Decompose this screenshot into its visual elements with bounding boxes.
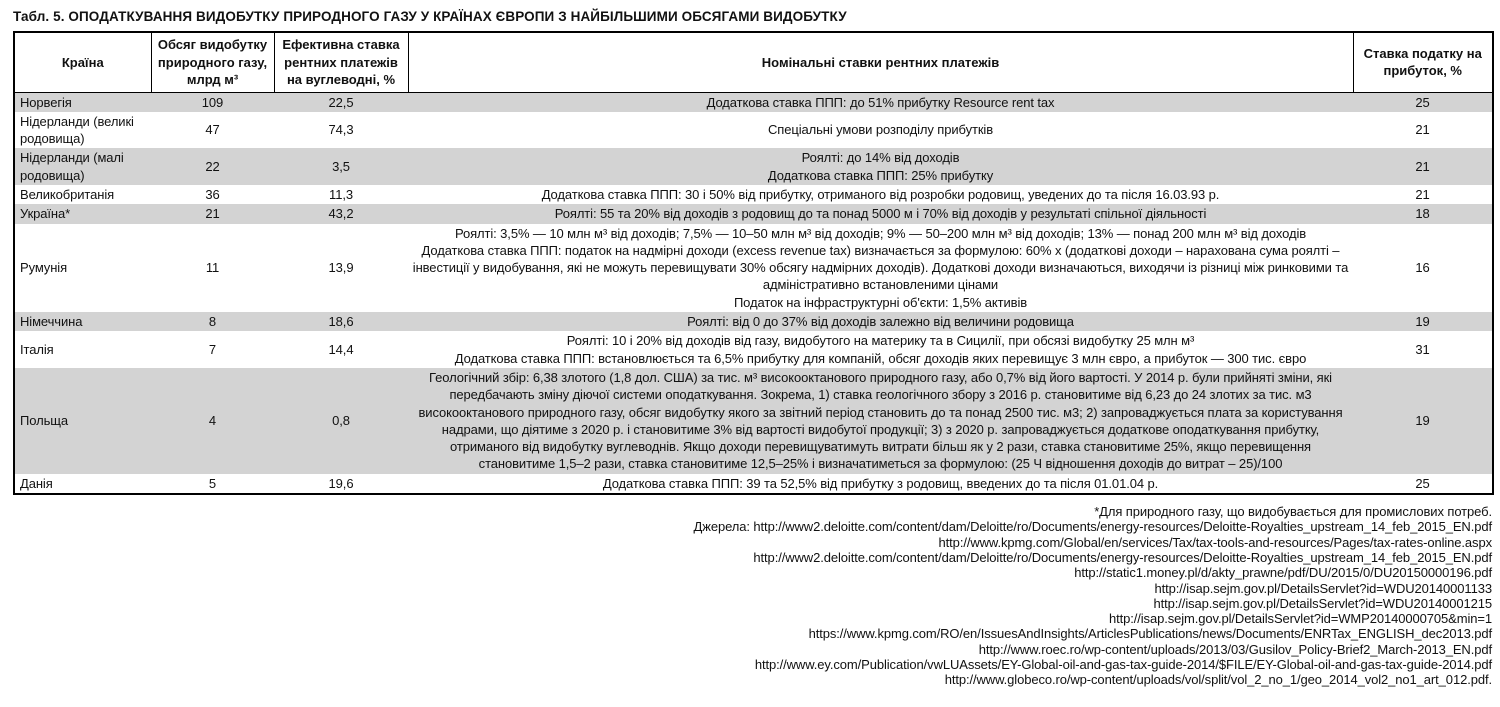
- profit-tax-cell: 18: [1415, 206, 1430, 222]
- header-cell-volume: Обсяг видобутку природного газу, млрд м³: [151, 32, 274, 92]
- nominal-rate-line: Додаткова ставка ППП: податок на надмірні доходи (excess revenue tax) визначається за формулою: 60% х (додаткові доходи – нарахована сума роялті – інвестиції у видобування, які не можуть перевищувати 30% обсягу надмірних доходів). Додаткові доходи визначаються, виходячи із різниці між ринковими та адміністративно встановленими цінами: [412, 242, 1349, 293]
- source-line: http://isap.sejm.gov.pl/DetailsServlet?id=WMP20140000705&min=1: [1108, 611, 1492, 627]
- effective-rate-cell: 11,3: [329, 186, 353, 202]
- volume-cell: 36: [205, 186, 220, 202]
- table-row: [14, 112, 1493, 149]
- effective-rate-cell: 19,6: [328, 475, 354, 491]
- nominal-rate-line: Додаткова ставка ППП: 25% прибутку: [767, 167, 994, 183]
- table-row: [14, 474, 1493, 494]
- table-row: [14, 368, 1493, 474]
- table-row: [14, 312, 1493, 331]
- country-cell: Україна*: [20, 206, 71, 222]
- country-cell: Румунія: [20, 260, 68, 276]
- country-cell: Великобританія: [20, 186, 115, 202]
- header-row: [14, 32, 1493, 92]
- nominal-rates-cell: [408, 331, 1353, 368]
- nominal-rate-line: Податок на інфраструктурні об'єкти: 1,5% активів: [733, 294, 1028, 310]
- volume-cell: 11: [205, 260, 220, 276]
- volume-cell: 4: [208, 413, 217, 429]
- source-line: http://www2.deloitte.com/content/dam/Deloitte/ro/Documents/energy-resources/Deloitte-Royalties_upstream_14_feb_2015_EN.pdf: [753, 549, 1492, 565]
- nominal-rates-cell: [408, 224, 1353, 312]
- profit-tax-cell: 19: [1415, 413, 1430, 429]
- nominal-rate-line: Додаткова ставка ППП: встановлюється та 6,5% прибутку для компаній, обсяг доходів яких перевищує 3 млн євро, а прибуток — 300 тис. євро: [454, 350, 1307, 366]
- table-row: [14, 331, 1493, 368]
- effective-rate-cell: 3,5: [332, 159, 350, 175]
- effective-rate-cell: 14,4: [328, 342, 354, 357]
- header-cell-profit-tax: Ставка податку на прибуток, %: [1353, 32, 1493, 92]
- effective-rate-cell: 0,8: [332, 413, 350, 429]
- profit-tax-cell: 19: [1415, 314, 1430, 330]
- country-cell: Нідерланди (великі родовища): [20, 113, 134, 147]
- volume-cell: 5: [208, 475, 217, 491]
- nominal-rate-line: Додаткова ставка ППП: 39 та 52,5% від прибутку з родовищ, введених до та після 01.01.04 р.: [602, 475, 1159, 491]
- nominal-rate-line: Роялті: від 0 до 37% від доходів залежно від величини родовища: [687, 314, 1074, 330]
- volume-cell: 7: [208, 342, 217, 357]
- nominal-rates-cell: [408, 185, 1353, 204]
- header-cell-nominal-rates: Номінальні ставки рентних платежів: [408, 32, 1353, 92]
- volume-cell: 47: [205, 122, 220, 138]
- source-line: http://isap.sejm.gov.pl/DetailsServlet?id=WDU20140001215: [1153, 595, 1492, 611]
- effective-rate-cell: 74,3: [328, 122, 354, 138]
- country-cell: Італія: [20, 342, 54, 357]
- table-title: Табл. 5. ОПОДАТКУВАННЯ ВИДОБУТКУ ПРИРОДНОГО ГАЗУ У КРАЇНАХ ЄВРОПИ З НАЙБІЛЬШИМИ ОБСЯГАМИ ВИДОБУТКУ: [13, 9, 847, 24]
- profit-tax-cell: 25: [1415, 94, 1430, 110]
- country-cell: Німеччина: [20, 314, 83, 330]
- volume-cell: 8: [208, 314, 217, 330]
- source-line: http://isap.sejm.gov.pl/DetailsServlet?id=WDU20140001133: [1154, 580, 1492, 596]
- source-line: http://www.roec.ro/wp-content/uploads/2013/03/Gusilov_Policy-Brief2_March-2013_EN.pdf: [978, 641, 1492, 657]
- nominal-rate-line: Геологічний збір: 6,38 злотого (1,8 дол. США) за тис. м³ високооктанового природного газу, або 0,7% від його вартості. У 2014 р. були прийняті зміни, які передбачають зміну діючої системи оподаткування. Зокрема, 1) ставка геологічного збору з 2016 р. становитиме від 6,23 до 24 злотих за тис. м3 високооктанового природного газу, обсяг видобутку якого за звітний період становить до та понад 2500 тис. м3; 2) запроваджується плата за користування надрами, що діятиме з 2020 р. і становитиме 3% від вартості видобутої продукції; 3) з 2020 р. запроваджується додаткове оподаткування прибутку, отриманого від видобутку вуглеводнів. Якщо доходи перевищуватимуть витрати більш як у 2 рази, ставка становитиме 25%, якщо перевищення становитиме 1,5–2 рази, ставка становитиме 12,5–25% і визначатиметься за формулою: (25 Ч відношення доходів до витрат – 25)/100: [418, 369, 1343, 472]
- header-cell-country: Країна: [14, 32, 151, 92]
- effective-rate-cell: 18,6: [328, 314, 354, 330]
- table-row: [14, 148, 1493, 185]
- nominal-rate-line: Додаткова ставка ППП: до 51% прибутку Resource rent tax: [706, 94, 1055, 110]
- source-line: Джерела: http://www2.deloitte.com/content/dam/Deloitte/ro/Documents/energy-resources/Deloitte-Royalties_upstream_14_feb_2015_EN.pdf: [693, 519, 1492, 535]
- nominal-rates-cell: [408, 474, 1353, 494]
- nominal-rate-line: Спеціальні умови розподілу прибутків: [767, 122, 994, 138]
- table-row: [14, 185, 1493, 204]
- effective-rate-cell: 22,5: [328, 94, 354, 110]
- table-header: [14, 32, 1493, 92]
- profit-tax-cell: 25: [1415, 475, 1430, 491]
- nominal-rate-line: Додаткова ставка ППП: 30 і 50% від прибутку, отриманого від розробки родовищ, уведених до та після 16.03.93 р.: [541, 186, 1220, 202]
- nominal-rate-line: Роялті: 10 і 20% від доходів від газу, видобутого на материку та в Сицилії, при обсязі видобутку 25 млн м³: [566, 333, 1195, 349]
- volume-cell: 109: [201, 94, 224, 110]
- table-row: [14, 224, 1493, 312]
- source-line: http://static1.money.pl/d/akty_prawne/pdf/DU/2015/0/DU20150000196.pdf: [1074, 565, 1492, 581]
- profit-tax-cell: 31: [1415, 342, 1430, 357]
- source-line: http://www.globeco.ro/wp-content/uploads/vol/split/vol_2_no_1/geo_2014_vol2_no1_art_012.pdf.: [944, 672, 1492, 688]
- country-cell: Данія: [20, 475, 53, 491]
- volume-cell: 22: [205, 159, 220, 175]
- sources-list: [13, 519, 1492, 687]
- gas-taxation-table: [13, 31, 1494, 495]
- country-cell: Норвегія: [20, 94, 72, 110]
- footer: [13, 504, 1492, 688]
- table-row: [14, 92, 1493, 112]
- nominal-rates-cell: [408, 204, 1353, 223]
- nominal-rate-line: Роялті: 55 та 20% від доходів з родовищ до та понад 5000 м і 70% від доходів у результаті спільної діяльності: [554, 206, 1207, 222]
- nominal-rate-line: Роялті: 3,5% — 10 млн м³ від доходів; 7,5% — 10–50 млн м³ від доходів; 9% — 50–200 млн м³ від доходів; 13% — понад 200 млн м³ від доходів: [454, 225, 1307, 241]
- table-body: [14, 92, 1493, 494]
- nominal-rate-line: Роялті: до 14% від доходів: [801, 150, 960, 166]
- header-cell-effective-rate: Ефективна ставка рентних платежів на вуглеводні, %: [274, 32, 408, 92]
- profit-tax-cell: 21: [1415, 159, 1430, 175]
- profit-tax-cell: 21: [1415, 122, 1430, 138]
- table-row: [14, 204, 1493, 223]
- nominal-rates-cell: [408, 112, 1353, 149]
- effective-rate-cell: 13,9: [328, 260, 354, 276]
- source-line: https://www.kpmg.com/RO/en/IssuesAndInsights/ArticlesPublications/news/Documents/ENRTax_ENGLISH_dec2013.pdf: [808, 626, 1492, 642]
- profit-tax-cell: 16: [1415, 260, 1430, 276]
- source-line: http://www.kpmg.com/Global/en/services/Tax/tax-tools-and-resources/Pages/tax-rates-online.aspx: [938, 534, 1492, 550]
- country-cell: Польща: [20, 413, 68, 429]
- country-cell: Нідерланди (малі родовища): [20, 150, 124, 183]
- footnote: *Для природного газу, що видобувається для промислових потреб.: [1094, 504, 1492, 520]
- nominal-rates-cell: [408, 368, 1353, 474]
- profit-tax-cell: 21: [1415, 186, 1430, 202]
- source-line: http://www.ey.com/Publication/vwLUAssets/EY-Global-oil-and-gas-tax-guide-2014/$FILE/EY-Global-oil-and-gas-tax-guide-2014.pdf: [754, 657, 1492, 672]
- nominal-rates-cell: [408, 312, 1353, 331]
- nominal-rates-cell: [408, 92, 1353, 112]
- volume-cell: 21: [205, 206, 220, 222]
- nominal-rates-cell: [408, 148, 1353, 185]
- effective-rate-cell: 43,2: [328, 206, 354, 222]
